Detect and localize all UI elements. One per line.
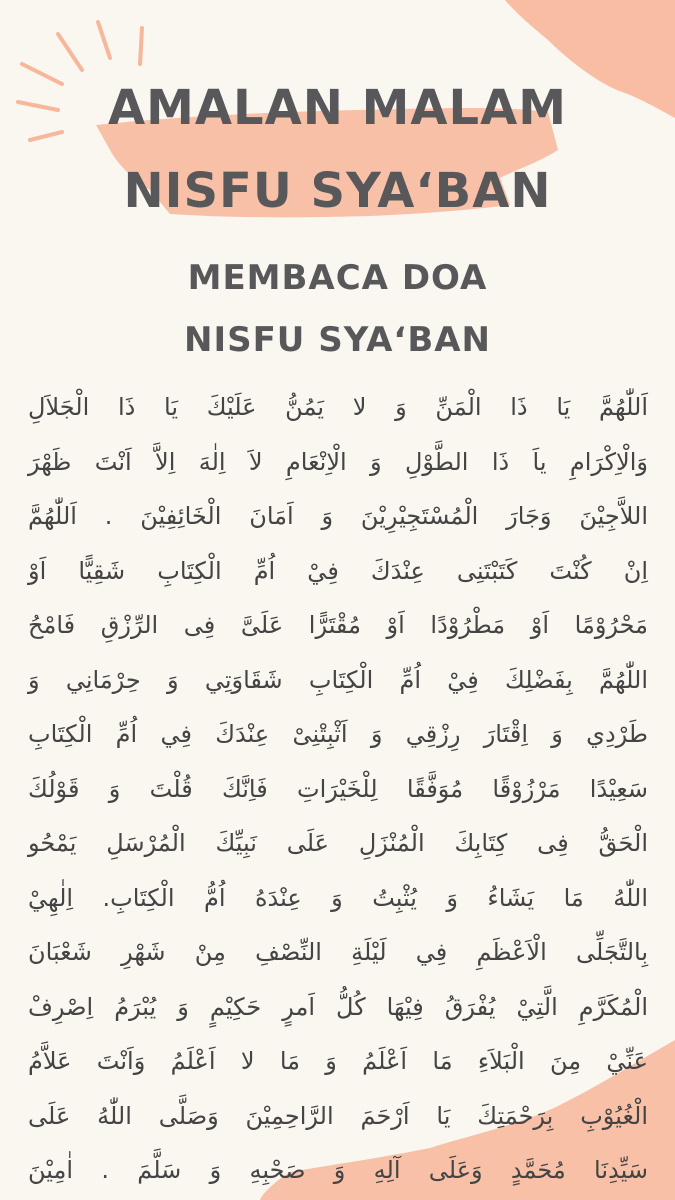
section-subtitle-line-1: MEMBACA DOA: [187, 258, 488, 298]
page-title-line-1: AMALAN MALAM: [107, 80, 568, 136]
doa-line: سَيِّدِنَا مُحَمَّدٍ وَعَلَى آلِهِ وَ صَحْبِهِ وَ سَلَّمَ . اٰمِيْنَ: [28, 1156, 648, 1184]
doa-line: وَالْاِكْرَامِ ياَ ذَا الطَّوْلِ وَ الْاِنْعَامِ لاَ اِلٰهَ اِلاَّ اَنْتَ ظَهْرَ: [28, 447, 648, 476]
doa-line: بِالتَّجَلِّى الْاَعْظَمِ فِي لَيْلَةِ النِّصْفِ مِنْ شَهْرِ شَعْبَانَ: [28, 938, 648, 966]
doa-line: اللاَّجِيْنَ وَجَارَ الْمُسْتَجِيْرِيْنَ وَ اَمَانَ الْخَائِفِيْنَ . اَللّٰهُمَّ: [28, 502, 648, 530]
doa-line: مَحْرُوْمًا اَوْ مَطْرُوْدًا اَوْ مُقْتَرًّا عَلَىَّ فِى الرِّزْقِ فَامْحُ: [28, 611, 648, 639]
doa-line: اَللّٰهُمَّ يَا ذَا الْمَنِّ وَ لا يَمُنُّ عَلَيْكَ يَا ذَا الْجَلاَلِ: [28, 393, 648, 421]
page-title-line-2: NISFU SYA‘BAN: [123, 163, 552, 219]
doa-line: اللّٰهُمَّ بِفَضْلِكَ فِيْ اُمِّ الْكِتَابِ شَقَاوَتِي وَ حِرْمَانِي وَ: [28, 665, 648, 694]
doa-line: اللّٰهُ مَا يَشَاءُ وَ يُثْبِتُ وَ عِنْدَهُ اُمُّ الْكِتَابِ. اِلٰهِيْ: [28, 883, 648, 912]
doa-line: سَعِيْدًا مَرْزُوْقًا مُوَفَّقًا لِلْخَيْرَاتِ فَاِنَّكَ قُلْتَ وَ قَوْلُكَ: [28, 774, 648, 803]
doa-line: الْحَقُّ فِى كِتَابِكَ الْمُنْزَلِ عَلَى نَبِيِّكَ الْمُرْسَلِ يَمْحُو: [28, 829, 648, 857]
doa-line: اِنْ كُنْتَ كَتَبْتَنِى عِنْدَكَ فِيْ اُمِّ الْكِتَابِ شَقِيًّا اَوْ: [28, 556, 648, 585]
section-subtitle-line-2: NISFU SYA‘BAN: [183, 320, 492, 360]
doa-line: طَرْدِي وَ اِقْتَارَ رِزْقِي وَ اَثْبِتْنِىْ عِنْدَكَ فِي اُمِّ الْكِتَابِ: [28, 720, 648, 748]
doa-line: الْغُيُوْبِ بِرَحْمَتِكَ يَا اَرْحَمَ الرَّاحِمِيْنَ وَصَلَّى اللّٰهُ عَلَى: [28, 1101, 648, 1130]
doa-text: [28, 380, 648, 1198]
doa-line: الْمُكَرَّمِ الَّتِيْ يُفْرَقُ فِيْهَا كُلُّ اَمرٍ حَكِيْمٍ وَ يُبْرَمُ اِصْرِفْ: [28, 992, 648, 1021]
doa-line: عَنِّيْ مِنَ الْبَلاَءِ مَا اَعْلَمُ وَ مَا لا اَعْلَمُ وَاَنْتَ عَلاَّمُ: [28, 1047, 648, 1075]
